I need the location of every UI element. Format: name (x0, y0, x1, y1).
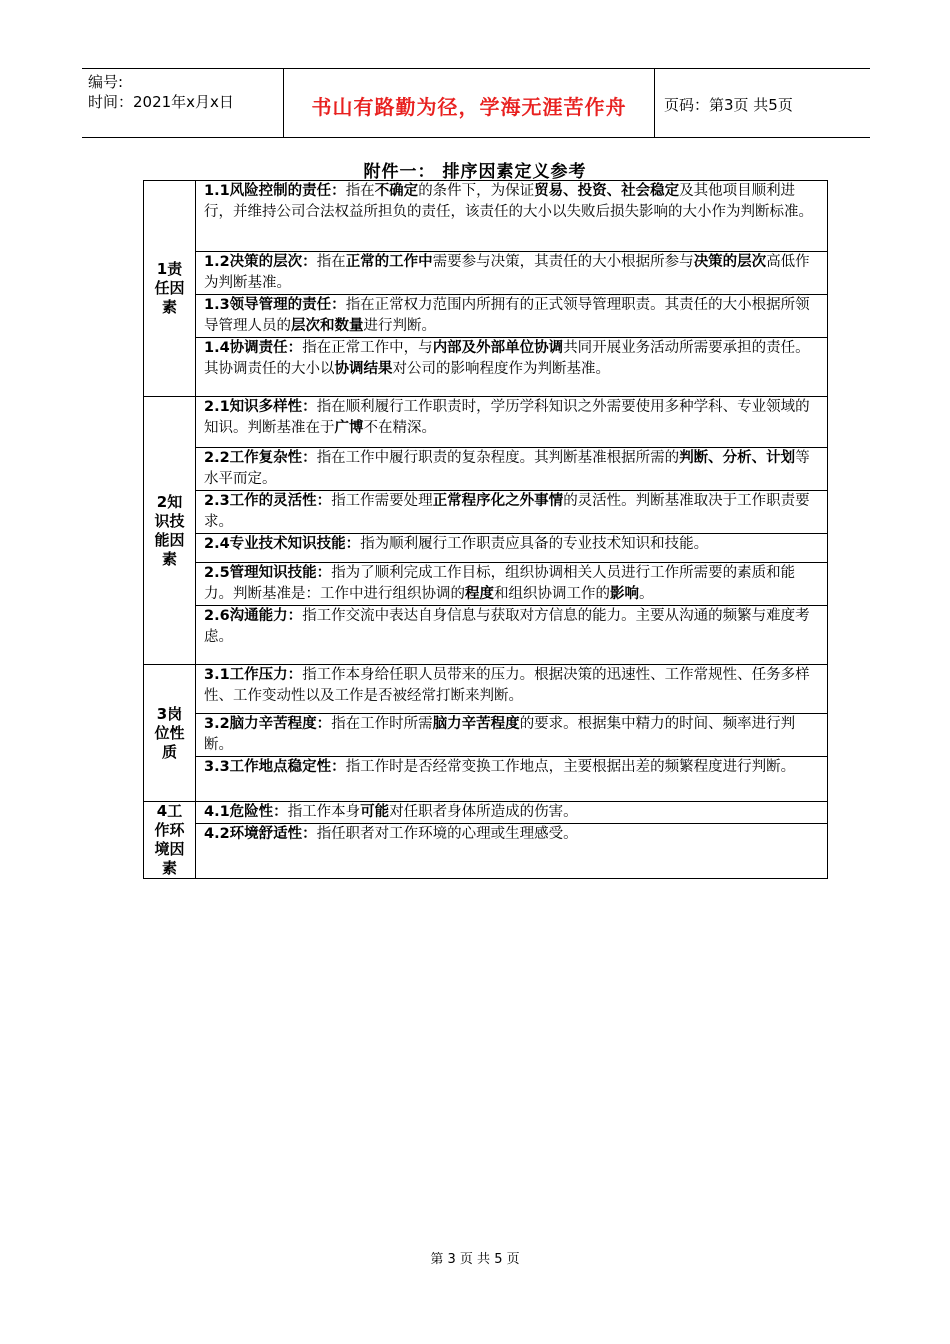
document-time: 时间：2021年x月x日 (88, 93, 234, 111)
definition-emphasis: 2.1知识多样性： (204, 399, 317, 415)
factor-definition (196, 397, 828, 448)
definition-emphasis: 2.6沟通能力： (204, 608, 303, 624)
factor-row (144, 824, 828, 879)
factor-row (144, 448, 828, 491)
definition-text: 对公司的影响程度作为判断基准。 (392, 361, 610, 377)
factor-row (144, 181, 828, 252)
factor-row (144, 338, 828, 397)
category-label-line: 素 (161, 859, 177, 877)
document-title: 附件一： 排序因素定义参考 (363, 162, 587, 182)
definition-text: 指工作交流中表达自身信息与获取对方信息的能力。主要从沟通的频繁与难度考虑。 (204, 608, 810, 645)
category-label-line: 素 (161, 549, 177, 568)
definition-text: 的要求。根据集中精力的时间、频率进行判断。 (204, 716, 796, 753)
factor-row (144, 295, 828, 338)
definition-text: 共同开展业务活动所需要承担的责任。其协调责任的大小以 (204, 340, 810, 377)
factor-definition (196, 802, 828, 824)
factor-row (144, 397, 828, 448)
factor-definition (196, 714, 828, 757)
factor-row (144, 252, 828, 295)
definition-text: 指工作时是否经常变换工作地点，主要根据出差的频繁程度进行判断。 (345, 759, 796, 775)
factor-definition (196, 757, 828, 802)
definition-text: 指在工作中履行职责的复杂程度。其判断基准根据所需的 (316, 450, 680, 466)
definition-text: 指为了顺利完成工作目标，组织协调相关人员进行工作所需要的素质和能力。判断基准是：工作中进行组织协调的 (204, 565, 796, 602)
definition-emphasis: 不确定 (374, 183, 419, 199)
page-footer: 第 3 页 共 5 页 (430, 1252, 520, 1267)
definition-text: 和组织协调工作的 (494, 586, 610, 602)
category-label-line: 能因 (154, 530, 185, 549)
definition-text: 指工作本身给任职人员带来的压力。根据决策的迅速性、工作常规性、任务多样性、工作变动性以及工作是否被经常打断来判断。 (204, 667, 810, 704)
definition-emphasis: 内部及外部单位协调 (432, 340, 564, 356)
category-label-line: 识技 (154, 511, 185, 530)
factor-row (144, 563, 828, 606)
category-label-line: 质 (161, 742, 177, 761)
definition-emphasis: 2.3工作的灵活性： (204, 493, 332, 509)
definition-text: 指在正常工作中，与 (302, 340, 433, 356)
definition-emphasis: 1.4协调责任： (204, 340, 303, 356)
factor-definition (196, 338, 828, 397)
factor-definition (196, 606, 828, 665)
definition-text: 指工作本身 (287, 804, 361, 820)
category-label-line: 素 (161, 298, 177, 316)
factor-definition (196, 824, 828, 879)
category-label-line: 3岗 (156, 704, 183, 723)
definition-emphasis: 协调结果 (334, 361, 393, 377)
definition-text: 进行判断。 (363, 318, 436, 334)
definition-emphasis: 4.1危险性： (204, 804, 288, 820)
definition-emphasis: 决策的层次 (693, 254, 767, 270)
factor-row (144, 714, 828, 757)
definition-text: 指在工作时所需 (331, 716, 433, 732)
page-header (82, 68, 870, 138)
factor-definition (196, 563, 828, 606)
category-label (144, 802, 196, 879)
definition-emphasis: 3.2脑力辛苦程度： (204, 716, 332, 732)
definition-text: 指在 (345, 183, 375, 199)
definition-text: 及其他项目顺利进行，并维持公司合法权益所担负的责任，该责任的大小以失败后损失影响的大小作为判断标准。 (204, 183, 813, 220)
header-page-cell (654, 69, 870, 137)
definition-text: 指为顺利履行工作职责应具备的专业技术知识和技能。 (360, 536, 709, 552)
definition-emphasis: 2.4专业技术知识技能： (204, 536, 361, 552)
definition-emphasis: 1.2决策的层次： (204, 254, 317, 270)
header-motto-cell (283, 69, 655, 137)
definition-text: 需要参与决策，其责任的大小根据所参与 (432, 254, 694, 270)
definition-emphasis: 1.1风险控制的责任： (204, 183, 346, 199)
definition-emphasis: 判断、分析、计划 (679, 450, 796, 466)
category-label-line: 境因 (154, 840, 185, 858)
category-label-line: 2知 (156, 492, 183, 511)
definition-emphasis: 4.2环境舒适性： (204, 826, 317, 842)
definition-text: 不在精深。 (363, 420, 436, 436)
factor-row (144, 802, 828, 824)
definition-emphasis: 3.1工作压力： (204, 667, 303, 683)
category-label-line: 位性 (154, 723, 185, 742)
definition-emphasis: 正常的工作中 (345, 254, 433, 270)
definition-emphasis: 程度 (465, 586, 494, 602)
category-label-line: 4工 (156, 802, 183, 820)
definition-text: 指任职者对工作环境的心理或生理感受。 (316, 826, 578, 842)
definition-emphasis: 层次和数量 (291, 318, 364, 334)
category-label (144, 665, 196, 802)
document-number: 编号: (88, 73, 124, 91)
definition-emphasis: 可能 (360, 804, 390, 820)
definition-text: 指工作需要处理 (331, 493, 433, 509)
header-meta (82, 69, 283, 137)
definition-text: 高低作为判断基准。 (204, 254, 810, 291)
definition-text: 指在正常权力范围内所拥有的正式领导管理职责。其责任的大小根据所领导管理人员的 (204, 297, 810, 334)
definition-emphasis: 影响 (610, 586, 639, 602)
definition-emphasis: 1.3领导管理的责任： (204, 297, 346, 313)
factor-definition (196, 491, 828, 534)
factor-row (144, 534, 828, 563)
factor-definition (196, 181, 828, 252)
category-label-line: 1责 (156, 260, 183, 278)
factor-row (144, 606, 828, 665)
factor-definition (196, 295, 828, 338)
definition-emphasis: 2.5管理知识技能： (204, 565, 332, 581)
definition-text: 对任职者身体所造成的伤害。 (389, 804, 578, 820)
definition-text: 的灵活性。判断基准取决于工作职责要求。 (204, 493, 810, 530)
definition-emphasis: 正常程序化之外事情 (432, 493, 564, 509)
category-label (144, 181, 196, 397)
definition-text: 指在顺利履行工作职责时，学历学科知识之外需要使用多种学科、专业领域的知识。判断基准在于 (204, 399, 810, 436)
factor-table (143, 180, 828, 879)
definition-text: 等水平而定。 (204, 450, 810, 487)
factor-definition (196, 448, 828, 491)
definition-emphasis: 2.2工作复杂性： (204, 450, 317, 466)
factor-definition (196, 665, 828, 714)
category-label (144, 397, 196, 665)
definition-emphasis: 广博 (334, 420, 364, 436)
category-label-line: 作环 (154, 821, 185, 839)
factor-definition (196, 252, 828, 295)
definition-text: 。 (639, 586, 654, 602)
motto: 书山有路勤为径，学海无涯苦作舟 (311, 95, 627, 119)
category-label-line: 任因 (154, 279, 185, 297)
factor-definition (196, 534, 828, 563)
page-info: 页码：第3页 共5页 (664, 96, 793, 114)
factor-row (144, 491, 828, 534)
factor-row (144, 665, 828, 714)
definition-text: 的条件下，为保证 (418, 183, 535, 199)
definition-emphasis: 脑力辛苦程度 (432, 716, 520, 732)
definition-text: 指在 (316, 254, 346, 270)
definition-emphasis: 贸易、投资、社会稳定 (534, 183, 680, 199)
definition-emphasis: 3.3工作地点稳定性： (204, 759, 346, 775)
factor-row (144, 757, 828, 802)
